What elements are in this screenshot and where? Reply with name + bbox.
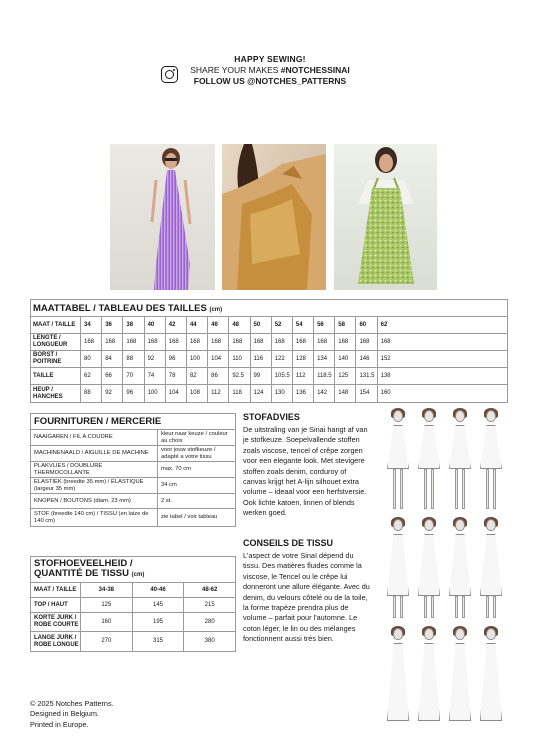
- size-cell: 131.5: [356, 368, 377, 384]
- fournituren-item: ELASTIEK (breedte 35 mm) / ÉLASTIQUE (largeur 35 mm): [31, 478, 158, 493]
- quantity-row-label: TOP / HAUT: [31, 598, 81, 612]
- figure-garment: [449, 534, 471, 596]
- figure-garment: [480, 534, 502, 596]
- quantity-row: [31, 598, 235, 613]
- figure-head: [455, 410, 465, 422]
- technical-drawing-figure: [477, 628, 505, 724]
- fournituren-row: [31, 430, 235, 446]
- size-row-label: BORST / POITRINE: [31, 351, 81, 367]
- quantity-cell: 380: [204, 638, 215, 644]
- fournituren-item: NAAIGAREN / FIL A COUDRE: [31, 430, 158, 445]
- stofadvies-section: [243, 412, 371, 519]
- fournituren-value: voor jouw stofkeuze / adapté a votre tissu: [161, 446, 216, 460]
- fournituren-row: [31, 462, 235, 478]
- quantity-row-label: KORTE JURK / ROBE COURTE: [31, 613, 81, 631]
- figure-garment: [480, 643, 502, 721]
- size-cell: 84: [102, 351, 123, 367]
- size-row-label: MAAT / TAILLE: [31, 317, 81, 333]
- size-cell: 154: [356, 385, 377, 402]
- fournituren-item: STOF (breedte 140 cm) / TISSU (en laize de 140 cm): [31, 509, 158, 526]
- size-cell: 112: [293, 368, 314, 384]
- size-cell: 100: [187, 351, 208, 367]
- size-cell: 168: [187, 334, 208, 350]
- quantity-row: [31, 632, 235, 651]
- size-cell: 99: [251, 368, 272, 384]
- figure-head: [486, 628, 496, 640]
- figure-leg: [462, 469, 465, 509]
- quantity-cell: 315: [133, 632, 185, 651]
- quantity-cell: 145: [133, 598, 185, 612]
- size-row-label: TAILLE: [31, 368, 81, 384]
- size-table-row: [31, 368, 507, 385]
- figure-garment: [449, 643, 471, 721]
- quantity-header-row: [31, 583, 235, 598]
- fournituren-value: 34 cm: [161, 482, 177, 488]
- size-cell: 86: [208, 368, 229, 384]
- size-cell: 56: [314, 317, 335, 333]
- quantity-cell: 215: [204, 601, 215, 608]
- size-table-title: [31, 300, 507, 317]
- technical-drawing-figure: [446, 628, 474, 724]
- quantity-cell: 280: [204, 618, 215, 625]
- size-cell: 168: [251, 334, 272, 350]
- size-row-label: LENGTE / LONGUEUR: [31, 334, 81, 350]
- size-cell: 168: [272, 334, 293, 350]
- size-cell: 152: [380, 355, 391, 362]
- quantity-row-label: LANGE JURK / ROBE LONGUE: [31, 632, 81, 651]
- size-cell: 160: [380, 390, 391, 396]
- technical-drawing-figure: [415, 519, 443, 615]
- fournituren-item: MACHINENAALD / AIGUILLE DE MACHINE: [31, 446, 158, 461]
- figure-head: [424, 410, 434, 422]
- quantity-header-cell: MAAT / TAILLE: [31, 583, 81, 597]
- size-table-unit: (cm): [209, 307, 223, 313]
- size-cell: 140: [335, 351, 356, 367]
- size-cell: 142: [314, 385, 335, 402]
- figure-garment: [418, 534, 440, 596]
- size-cell: 52: [272, 317, 293, 333]
- size-cell: 168: [208, 334, 229, 350]
- figure-head: [393, 410, 403, 422]
- figure-garment: [387, 534, 409, 596]
- quantity-row: [31, 613, 235, 632]
- figure-leg: [455, 469, 458, 509]
- photo-purple-striped-dress: [110, 144, 215, 290]
- figure-leg: [424, 469, 427, 509]
- stofadvies-text: De uitstraling van je Sinai hangt af van je stofkeuze. Soepelvallende stoffen zoals viscose, tencel of crêpe zorgen voor een elegante look. Met stevigere stoffen zoals denim, corduroy of canvas krijgt het A-lijn silhouet extra volume – ideaal voor een herfstversie. Ook lichte katoen, linnen of blends werken goed.: [243, 425, 368, 518]
- quantity-header-cell: 34-38: [81, 583, 133, 597]
- conseils-section: [243, 538, 371, 645]
- size-cell: 70: [123, 368, 144, 384]
- size-table-row: [31, 351, 507, 368]
- figure-leg: [431, 596, 434, 618]
- size-cell: 125: [335, 368, 356, 384]
- size-cell: 146: [356, 351, 377, 367]
- fournituren-value: max. 70 cm: [161, 466, 191, 472]
- size-cell: 38: [123, 317, 144, 333]
- size-cell: 44: [187, 317, 208, 333]
- size-cell: 134: [314, 351, 335, 367]
- size-cell: 58: [335, 317, 356, 333]
- size-cell: 50: [251, 317, 272, 333]
- size-row-label: HEUP / HANCHES: [31, 385, 81, 402]
- conseils-text: L'aspect de votre Sinaï dépend du tissu. Des matières fluides comme la viscose, le Tencel ou le crêpe lui donneront une allure élégante. Avec du denim, du velours côtelé ou de la toile, la forme trapèze prendra plus de volume – parfait pour l'automne. Le coton léger, le lin ou des mélanges fonctionnent aussi très bien.: [243, 551, 370, 644]
- size-cell: 92: [102, 385, 123, 402]
- technical-drawing-figure: [446, 519, 474, 615]
- technical-drawing-figure: [477, 519, 505, 615]
- size-cell: 34: [81, 317, 102, 333]
- figure-head: [393, 519, 403, 531]
- fournituren-row: [31, 446, 235, 462]
- size-cell: 60: [356, 317, 377, 333]
- size-table-row: [31, 317, 507, 334]
- hashtag[interactable]: #NOTCHESSINAI: [280, 65, 350, 75]
- technical-drawing-figure: [384, 628, 412, 724]
- size-cell: 108: [187, 385, 208, 402]
- size-cell: 74: [145, 368, 166, 384]
- size-cell: 168: [102, 334, 123, 350]
- size-cell: 54: [293, 317, 314, 333]
- fournituren-row: [31, 494, 235, 509]
- figure-leg: [393, 469, 396, 509]
- footer: [30, 699, 114, 730]
- figure-head: [424, 519, 434, 531]
- fournituren-row: [31, 509, 235, 526]
- stofhoeveelheid-title: [31, 557, 235, 583]
- size-cell: 62: [380, 321, 388, 328]
- figure-leg: [400, 469, 403, 509]
- header-block: [0, 54, 540, 87]
- size-cell: 36: [102, 317, 123, 333]
- figure-leg: [493, 596, 496, 618]
- technical-drawing-figure: [446, 410, 474, 506]
- conseils-title: CONSEILS DE TISSU: [243, 538, 334, 548]
- figure-leg: [455, 596, 458, 618]
- size-cell: 118: [229, 385, 250, 402]
- size-cell: 128: [293, 351, 314, 367]
- figure-leg: [400, 596, 403, 618]
- figure-garment: [387, 425, 409, 469]
- technical-drawing-figure: [415, 628, 443, 724]
- size-cell: 92.5: [229, 368, 250, 384]
- size-cell: 168: [293, 334, 314, 350]
- size-cell: 122: [272, 351, 293, 367]
- size-cell: 168: [335, 334, 356, 350]
- share-prefix: SHARE YOUR MAKES: [190, 65, 281, 75]
- fournituren-title: FOURNITUREN / MERCERIE: [31, 414, 235, 430]
- size-cell: 168: [145, 334, 166, 350]
- instagram-icon[interactable]: [161, 66, 178, 83]
- figure-leg: [462, 596, 465, 618]
- fournituren-item: PLAKVLIES / DOUBLURE THERMOCOLLANTE: [31, 462, 158, 477]
- size-cell: 110: [229, 351, 250, 367]
- size-cell: 168: [229, 334, 250, 350]
- size-cell: 46: [208, 317, 229, 333]
- size-cell: 168: [356, 334, 377, 350]
- figure-leg: [486, 596, 489, 618]
- size-cell: 118.5: [314, 368, 335, 384]
- size-cell: 116: [251, 351, 272, 367]
- size-cell: 80: [81, 351, 102, 367]
- size-cell: 138: [380, 372, 391, 379]
- figure-garment: [418, 425, 440, 469]
- size-cell: 124: [251, 385, 272, 402]
- printed-in-text: Printed in Europe.: [30, 719, 89, 729]
- size-cell: 42: [166, 317, 187, 333]
- fournituren-value: 2 st.: [161, 497, 172, 504]
- size-cell: 136: [293, 385, 314, 402]
- figure-head: [455, 519, 465, 531]
- size-cell: 104: [208, 351, 229, 367]
- stofhoeveelheid-title-line1: STOFHOEVEELHEID /: [34, 558, 133, 569]
- size-cell: 148: [335, 385, 356, 402]
- size-cell: 62: [81, 368, 102, 384]
- figure-head: [424, 628, 434, 640]
- size-cell: 82: [187, 368, 208, 384]
- technical-drawing-figure: [384, 410, 412, 506]
- size-table-row: [31, 385, 507, 402]
- figure-leg: [393, 596, 396, 618]
- fournituren-row: [31, 478, 235, 494]
- follow-prefix: FOLLOW US: [193, 76, 248, 86]
- fournituren-table: [30, 413, 236, 527]
- photo-gold-satin-top: [222, 144, 326, 290]
- stofhoeveelheid-title-line2: [34, 569, 232, 580]
- size-cell: 100: [145, 385, 166, 402]
- figure-head: [486, 410, 496, 422]
- size-table-row: [31, 334, 507, 351]
- quantity-cell: 160: [81, 613, 133, 631]
- size-cell: 96: [123, 385, 144, 402]
- quantity-cell: 125: [81, 598, 133, 612]
- size-cell: 168: [314, 334, 335, 350]
- size-cell: 92: [145, 351, 166, 367]
- size-cell: 168: [380, 338, 391, 345]
- size-cell: 96: [166, 351, 187, 367]
- copyright-text: © 2025 Notches Patterns.: [30, 699, 114, 708]
- figure-leg: [493, 469, 496, 509]
- size-cell: 104: [166, 385, 187, 402]
- figure-leg: [424, 596, 427, 618]
- size-cell: 168: [81, 334, 102, 350]
- instagram-handle[interactable]: @NOTCHES_PATTERNS: [247, 76, 347, 86]
- figure-garment: [418, 643, 440, 721]
- size-cell: 88: [81, 385, 102, 402]
- fournituren-value: zie tabel / voir tableau: [161, 514, 218, 520]
- figure-leg: [486, 469, 489, 509]
- size-cell: 40: [145, 317, 166, 333]
- photo-green-floral-pinafore: [334, 144, 437, 290]
- follow-us-text: [0, 76, 540, 87]
- size-cell: 88: [123, 351, 144, 367]
- size-cell: 112: [208, 385, 229, 402]
- size-cell: 78: [166, 368, 187, 384]
- happy-sewing-text: HAPPY SEWING!: [234, 54, 306, 64]
- technical-drawing-figure: [477, 410, 505, 506]
- designed-in-text: Designed in Belgium.: [30, 709, 99, 719]
- size-cell: 168: [166, 334, 187, 350]
- size-table: [30, 299, 508, 403]
- figure-garment: [387, 643, 409, 721]
- stofhoeveelheid-table: [30, 556, 236, 652]
- stofhoeveelheid-title-text: QUANTITÉ DE TISSU: [34, 568, 130, 579]
- size-cell: 105.5: [272, 368, 293, 384]
- stofadvies-title: STOFADVIES: [243, 412, 300, 422]
- quantity-header-cell: 40-46: [133, 583, 185, 597]
- size-cell: 130: [272, 385, 293, 402]
- technical-drawing-figure: [384, 519, 412, 615]
- figure-garment: [449, 425, 471, 469]
- figure-garment: [480, 425, 502, 469]
- size-cell: 66: [102, 368, 123, 384]
- fournituren-value: kleur naar keuze / couleur au choix: [161, 430, 228, 444]
- share-makes-text: [0, 65, 540, 76]
- figure-head: [393, 628, 403, 640]
- stofhoeveelheid-unit: (cm): [131, 572, 145, 578]
- figure-leg: [431, 469, 434, 509]
- quantity-cell: 270: [81, 632, 133, 651]
- quantity-header-cell: 48-62: [202, 586, 218, 593]
- fournituren-item: KNOPEN / BOUTONS (diam. 23 mm): [31, 494, 158, 508]
- size-cell: 48: [229, 317, 250, 333]
- quantity-cell: 195: [133, 613, 185, 631]
- figure-head: [455, 628, 465, 640]
- size-table-title-text: MAATTABEL / TABLEAU DES TAILLES: [33, 303, 207, 314]
- figure-head: [486, 519, 496, 531]
- technical-drawing-figure: [415, 410, 443, 506]
- size-cell: 168: [123, 334, 144, 350]
